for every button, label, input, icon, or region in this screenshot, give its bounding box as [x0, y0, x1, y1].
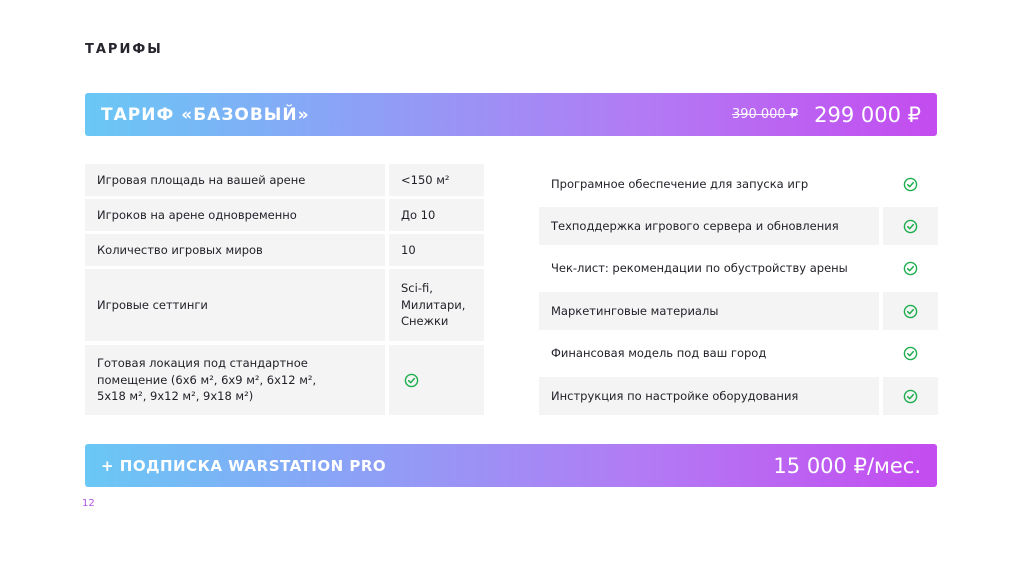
left-row-2-value: До 10: [389, 199, 484, 231]
check-circle-icon: [903, 304, 918, 319]
tariff-banner: [85, 93, 937, 136]
subscription-price: 15 000 ₽/мес.: [773, 453, 921, 478]
setting-military: Милитари,: [401, 297, 466, 312]
left-row-5-label: [85, 345, 385, 415]
setting-snowballs: Снежки: [401, 314, 449, 329]
left-row-3-label: Количество игровых миров: [85, 234, 385, 266]
check-circle-icon: [903, 177, 918, 192]
left-row-2-label: Игроков на арене одновременно: [85, 199, 385, 231]
left-row-4-label: Игровые сеттинги: [85, 269, 385, 341]
page-number: 12: [82, 498, 95, 509]
right-row-3-check: [883, 249, 938, 287]
right-row-5-check: [883, 334, 938, 372]
tariff-prices: [732, 103, 921, 127]
old-price: 390 000 ₽: [731, 107, 799, 122]
setting-sci-fi: Sci-fi,: [401, 280, 433, 295]
right-row-6-check: [883, 377, 938, 415]
left-row-1-label: Игровая площадь на вашей арене: [85, 164, 385, 196]
check-circle-icon: [404, 373, 419, 388]
location-line-3: 5х18 м², 9х12 м², 9х18 м²): [97, 389, 254, 404]
left-row-4-value: [389, 269, 484, 341]
location-line-2: помещение (6х6 м², 6х9 м², 6х12 м²,: [97, 372, 317, 387]
location-line-1: Готовая локация под стандартное: [97, 355, 308, 370]
check-circle-icon: [903, 389, 918, 404]
right-row-5-label: Финансовая модель под ваш город: [539, 334, 879, 372]
check-circle-icon: [903, 261, 918, 276]
new-price: 299 000 ₽: [814, 102, 921, 127]
right-row-2-label: Техподдержка игрового сервера и обновления: [539, 207, 879, 245]
left-row-1-value: <150 м²: [389, 164, 484, 196]
right-row-4-label: Маркетинговые материалы: [539, 292, 879, 330]
check-circle-icon: [903, 219, 918, 234]
subscription-banner: [85, 444, 937, 487]
left-row-5-value: [389, 345, 484, 415]
right-row-6-label: Инструкция по настройке оборудования: [539, 377, 879, 415]
right-row-3-label: Чек-лист: рекомендации по обустройству арены: [539, 249, 879, 287]
right-row-2-check: [883, 207, 938, 245]
tariff-title: ТАРИФ «БАЗОВЫЙ»: [101, 104, 310, 125]
right-row-1-check: [883, 164, 938, 204]
right-row-4-check: [883, 292, 938, 330]
subscription-title: + ПОДПИСКА WARSTATION PRO: [101, 456, 387, 475]
section-title: ТАРИФЫ: [85, 42, 163, 57]
left-row-3-value: 10: [389, 234, 484, 266]
check-circle-icon: [903, 346, 918, 361]
right-row-1-label: Програмное обеспечение для запуска игр: [539, 164, 879, 204]
